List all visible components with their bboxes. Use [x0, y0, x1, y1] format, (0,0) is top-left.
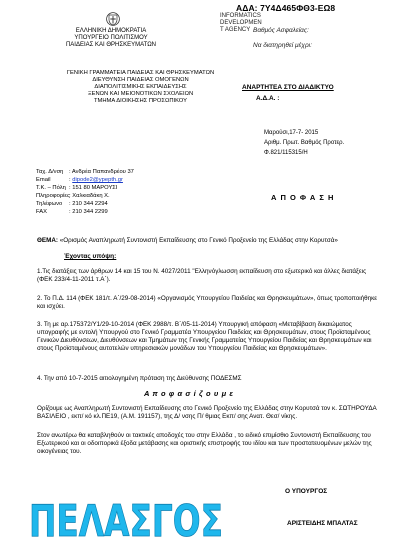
info-line: T AGENCY: [220, 27, 251, 33]
ministry-line: ΥΠΟΥΡΓΕΙΟ ΠΟΛΙΤΙΣΜΟΥ: [74, 35, 148, 41]
payment-instruction: Στον ανωτέρω θα καταβληθούν οι τακτικές αποδοχές του στην Ελλάδα , το ειδικό επιμίσθιο Συντονιστή Εκπαίδευσης του Εξωτερικού και οι οδοιπορικά έξοδα μετάβασης και οριστικής επιστροφής του ιδίου και των προστατευομένων μελών της οικογένειας του.: [37, 432, 372, 455]
contact-block: [36, 168, 134, 216]
secretariat-line: ΞΕΝΩΝ ΚΑΙ ΜΕΙΟΝΟΤΙΚΩΝ ΣΧΟΛΕΙΩΝ: [87, 91, 194, 97]
contact-value: : Χαλκιαδάκη Χ.: [69, 193, 110, 199]
contact-row-info: [36, 192, 134, 200]
watermark-text: ΠΕΛΑΣΓΟΣ: [29, 496, 223, 547]
subject-line: [37, 237, 382, 245]
email-link[interactable]: dipode2@ypepth.gr: [72, 177, 123, 183]
contact-value: : 151 80 ΜΑΡΟΥΣΙ: [69, 185, 118, 191]
contact-row-city: [36, 184, 134, 192]
retention-period: Να διατηρηθεί μέχρι:: [253, 42, 312, 49]
contact-row-fax: [36, 208, 134, 216]
decision-title: Α Π Ο Φ Α Σ Η: [271, 193, 335, 202]
secretariat-line: ΤΜΗΜΑ ΔΙΟΙΚΗΣΗΣ ΠΡΟΣΩΠΙΚΟΥ: [94, 98, 187, 104]
ministry-heading: [44, 28, 178, 49]
subject-key: ΘΕΜΑ:: [37, 237, 58, 244]
consideration-item: 3. Τη με αρ.175372/Υ1/29-10-2014 (ΦΕΚ 2988/τ. Β΄/05-11-2014) Υπουργική απόφαση «Μεταβίβαση δικαιώματος υπογραφής με εντολή Υπουργού στο Γενικό Γραμματέα Υπουργείου Παιδείας και Θρησκευμάτων, στους Προϊσταμένους Γενικών Διευθύνσεων, Διευθύνσεων και Τμημάτων της Γενικής Γραμματείας Υπουργείου Παιδείας και Θρησκευμάτων και στους Προϊσταμένους αυτοτελών υπηρεσιακών μονάδων του Υπουργείου Παιδείας και Θρησκευμάτων».: [37, 321, 372, 352]
minister-title: Ο ΥΠΟΥΡΓΟΣ: [285, 488, 328, 495]
security-grade: Βαθμός Ασφαλείας:: [253, 27, 309, 34]
ministry-line: ΠΑΙΔΕΙΑΣ ΚΑΙ ΘΡΗΣΚΕΥΜΑΤΩΝ: [65, 42, 157, 48]
date-protocol-block: [264, 128, 344, 158]
contact-label: Τ.Κ. – Πόλη: [36, 185, 66, 191]
signer-name: ΑΡΙΣΤΕΙΔΗΣ ΜΠΑΛΤΑΣ: [287, 520, 358, 527]
contact-value: : 210 344 2299: [69, 209, 108, 215]
secretariat-line: ΔΙΑΠΟΛΙΤΙΣΜΙΚΗΣ ΕΚΠΑΙΔΕΥΣΗΣ: [94, 84, 187, 90]
info-line: DEVELOPMEN: [220, 20, 262, 26]
consideration-item: 4. Την από 10-7-2015 αιτιολογημένη πρόταση της Διεύθυνσης ΠΟΔΕΣΜΣ: [37, 375, 242, 382]
contact-value: : Ανδρέα Παπανδρέου 37: [69, 169, 134, 175]
we-decide-heading: Α π ο φ α σ ί ζ ο υ μ ε: [144, 389, 234, 398]
secretariat-line: ΓΕΝΙΚΗ ΓΡΑΜΜΑΤΕΙΑ ΠΑΙΔΕΙΑΣ ΚΑΙ ΘΡΗΣΚΕΥΜΑΤΩΝ: [66, 70, 215, 76]
secretariat-line: ΔΙΕΥΘΥΝΣΗ ΠΑΙΔΕΙΑΣ ΟΜΟΓΕΝΩΝ: [92, 77, 189, 83]
pelasgos-watermark-logo: [26, 490, 226, 546]
ada-label: Α.Δ.Α. :: [256, 95, 280, 102]
general-secretariat-heading: [58, 70, 223, 105]
contact-label: Email: [36, 177, 51, 183]
decision-body: Ορίζουμε ως Αναπληρωτή Συντονιστή Εκπαίδευσης στο Γενικό Προξενείο της Ελλάδας στην Κορυτσά τον κ. ΣΩΤΗΡΟΥΔΑ ΒΑΣΙΛΕΙΟ , εκπ/ κό κλ.ΠΕ19, (Α.Μ. 191157), της Δ/ νσης Π/ θμιας Εκπ/ σης Ανατ. Θεσ/ νίκης.: [37, 405, 377, 420]
contact-label: Ταχ. Δ/νση: [36, 169, 64, 175]
protocol-number: Φ.821/115315/Η: [264, 150, 308, 156]
having-considered-heading: Έχοντας υπόψη:: [64, 253, 117, 260]
ministry-line: ΕΛΛΗΝΙΚΗ ΔΗΜΟΚΡΑΤΙΑ: [75, 28, 147, 34]
ada-code: ΑΔΑ: 7Υ4Δ465ΦΘ3-ΕΩ8: [236, 3, 336, 13]
contact-label: Πληροφορίες: [36, 193, 70, 199]
consideration-item: 1.Τις διατάξεις των άρθρων 14 και 15 του Ν. 4027/2011 "Ελληνόγλωσση εκπαίδευση στο εξωτερικό και άλλες διατάξεις (ΦΕΚ 233/4-11-2011 τ.Α΄).: [37, 268, 367, 283]
contact-label: FAX: [36, 209, 47, 215]
contact-value: : 210 344 2294: [69, 201, 108, 207]
consideration-item: 2. Το Π.Δ. 114 (ΦΕΚ 181/τ. Α΄/29-08-2014) «Οργανισμός Υπουργείου Παιδείας και Θρησκευμάτων», όπως τροποποιήθηκε και ισχύει.: [37, 295, 378, 310]
info-line: INFORMATICS: [220, 13, 261, 19]
protocol-label: Αριθμ. Πρωτ. Βαθμός Προτερ.: [264, 140, 345, 146]
contact-label: Τηλέφωνο: [36, 201, 63, 207]
subject-text: «Ορισμός Αναπληρωτή Συντονιστή Εκπαίδευσης στο Γενικό Προξενείο της Ελλάδας στην Κορυτσά»: [59, 237, 338, 244]
document-date: Μαρούσι,17-7- 2015: [264, 130, 319, 136]
posted-online-label: ΑΝΑΡΤΗΤΕΑ ΣΤΟ ΔΙΑΔΙΚΤΥΟ: [242, 84, 334, 91]
email-prefix: :: [69, 177, 73, 183]
contact-row-address: [36, 168, 134, 176]
greek-coat-of-arms-icon: [105, 11, 121, 27]
contact-row-email: [36, 176, 134, 184]
contact-row-phone: [36, 200, 134, 208]
